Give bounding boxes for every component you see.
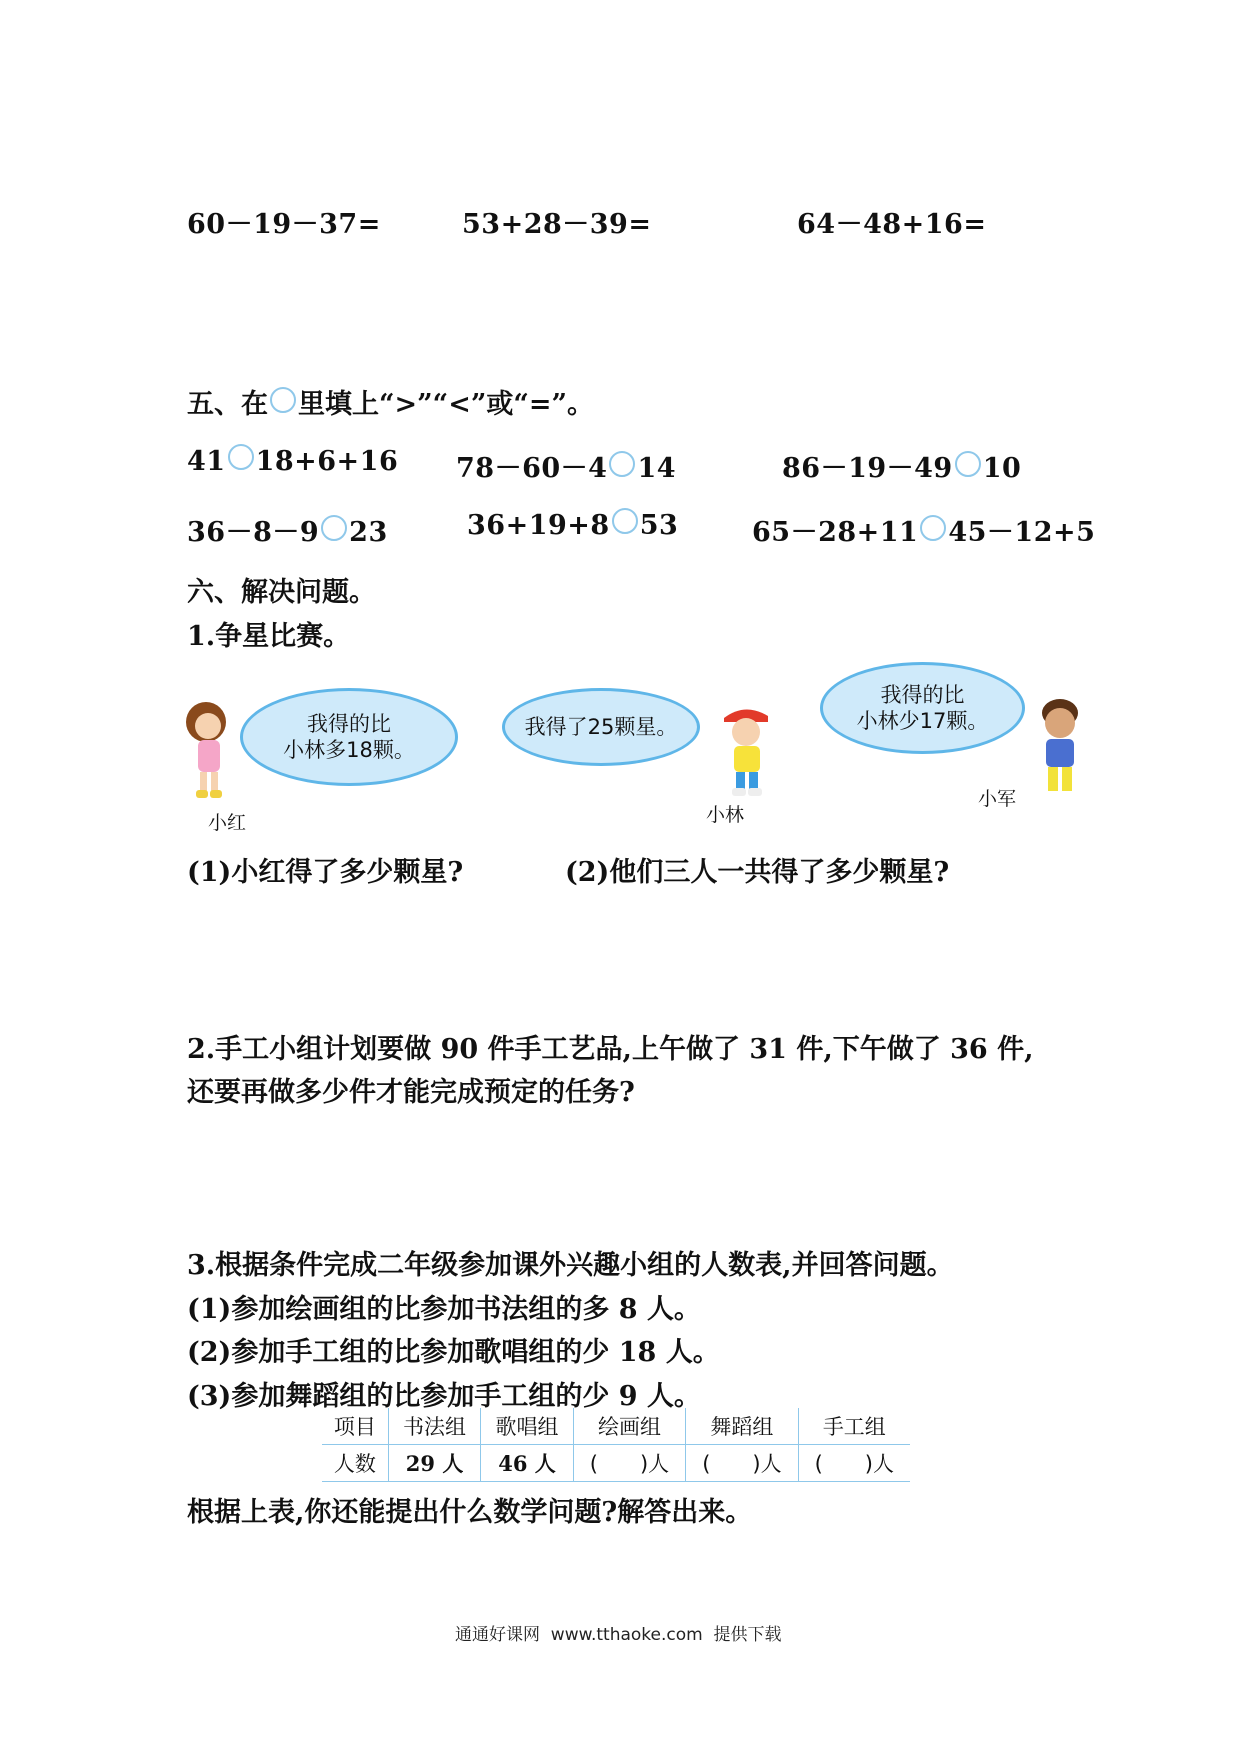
q3-title: 3.根据条件完成二年级参加课外兴趣小组的人数表,并回答问题。 [187, 1250, 954, 1281]
compare-right: 14 [637, 453, 677, 484]
xiaohong-speech-bubble [240, 688, 458, 786]
compare-left: 36+19+8 [467, 510, 610, 541]
compare-right: 45－12+5 [948, 517, 1096, 548]
xiaojun-boy-icon [1030, 695, 1092, 800]
section5-title [187, 382, 594, 421]
circle-answer-blank[interactable] [612, 508, 638, 534]
circle-answer-blank[interactable] [228, 444, 254, 470]
table-header-cell: 书法组 [388, 1408, 480, 1445]
xiaolin-speech-text: 我得了25颗星。 [524, 714, 678, 739]
table-header-cell: 舞蹈组 [686, 1408, 798, 1445]
xiaolin-name: 小林 [706, 804, 745, 826]
xiaojun-speech-bubble [820, 662, 1025, 754]
q3-condition-2: (2)参加手工组的比参加歌唱组的少 18 人。 [187, 1337, 720, 1368]
q3-condition-3: (3)参加舞蹈组的比参加手工组的少 9 人。 [187, 1381, 701, 1412]
compare-right: 18+6+16 [255, 446, 399, 477]
xiaohong-name: 小红 [208, 812, 247, 834]
compare-left: 86－19－49 [782, 453, 953, 484]
circle-answer-blank[interactable] [321, 515, 347, 541]
compare-item-1 [187, 446, 398, 477]
compare-right: 10 [982, 453, 1022, 484]
q2-line-1: 2.手工小组计划要做 90 件手工艺品,上午做了 31 件,下午做了 36 件, [187, 1034, 1034, 1065]
q2-line-2: 还要再做多少件才能完成预定的任务? [187, 1077, 635, 1108]
xiaolin-boy-icon [710, 700, 780, 800]
compare-item-6 [752, 510, 1095, 549]
xiaohong-speech-text: 我得的比 小林多18颗。 [283, 711, 415, 762]
circle-blank-icon [270, 387, 296, 413]
circle-answer-blank[interactable] [920, 515, 946, 541]
compare-left: 41 [187, 446, 226, 477]
xiaojun-speech-text: 我得的比 小林少17颗。 [856, 682, 989, 733]
compare-right: 23 [349, 517, 388, 548]
compare-left: 36－8－9 [187, 517, 320, 548]
q1-sub-question-1: (1)小红得了多少颗星? [187, 857, 464, 888]
q3-condition-1: (1)参加绘画组的比参加书法组的多 8 人。 [187, 1294, 701, 1325]
table-row [322, 1445, 910, 1482]
interest-group-table [322, 1408, 910, 1482]
equation-2: 53+28－39= [462, 209, 652, 240]
table-header-cell: 手工组 [798, 1408, 910, 1445]
xiaohong-girl-icon [180, 700, 240, 805]
xiaojun-name: 小军 [978, 788, 1017, 810]
equation-1: 60－19－37= [187, 209, 381, 240]
footer-text: 通通好课网 www.tthaoke.com 提供下载 [455, 1625, 782, 1645]
compare-left: 65－28+11 [752, 517, 919, 548]
compare-item-3 [782, 446, 1021, 485]
table-cell-blank[interactable]: ( )人 [686, 1445, 798, 1482]
q3-followup: 根据上表,你还能提出什么数学问题?解答出来。 [187, 1497, 753, 1528]
q1-title: 1.争星比赛。 [187, 621, 351, 652]
compare-right: 53 [639, 510, 679, 541]
circle-answer-blank[interactable] [955, 451, 981, 477]
compare-item-4 [187, 510, 388, 549]
table-cell: 人数 [322, 1445, 388, 1482]
table-cell: 46 人 [481, 1445, 573, 1482]
table-cell: 29 人 [388, 1445, 480, 1482]
table-header-cell: 绘画组 [573, 1408, 685, 1445]
compare-item-5 [467, 510, 678, 541]
table-header-row [322, 1408, 910, 1445]
equation-3: 64－48+16= [797, 209, 987, 240]
q1-sub-question-2: (2)他们三人一共得了多少颗星? [565, 857, 950, 888]
table-cell-blank[interactable]: ( )人 [798, 1445, 910, 1482]
section5-title-a: 五、在 [187, 389, 268, 420]
table-cell-blank[interactable]: ( )人 [573, 1445, 685, 1482]
compare-left: 78－60－4 [456, 453, 608, 484]
table-header-cell: 歌唱组 [481, 1408, 573, 1445]
xiaolin-speech-bubble [502, 688, 700, 766]
section5-title-b: 里填上“>”“<”或“=”。 [298, 389, 595, 420]
table-header-cell: 项目 [322, 1408, 388, 1445]
section6-title: 六、解决问题。 [187, 577, 376, 608]
circle-answer-blank[interactable] [609, 451, 635, 477]
compare-item-2 [456, 446, 676, 485]
